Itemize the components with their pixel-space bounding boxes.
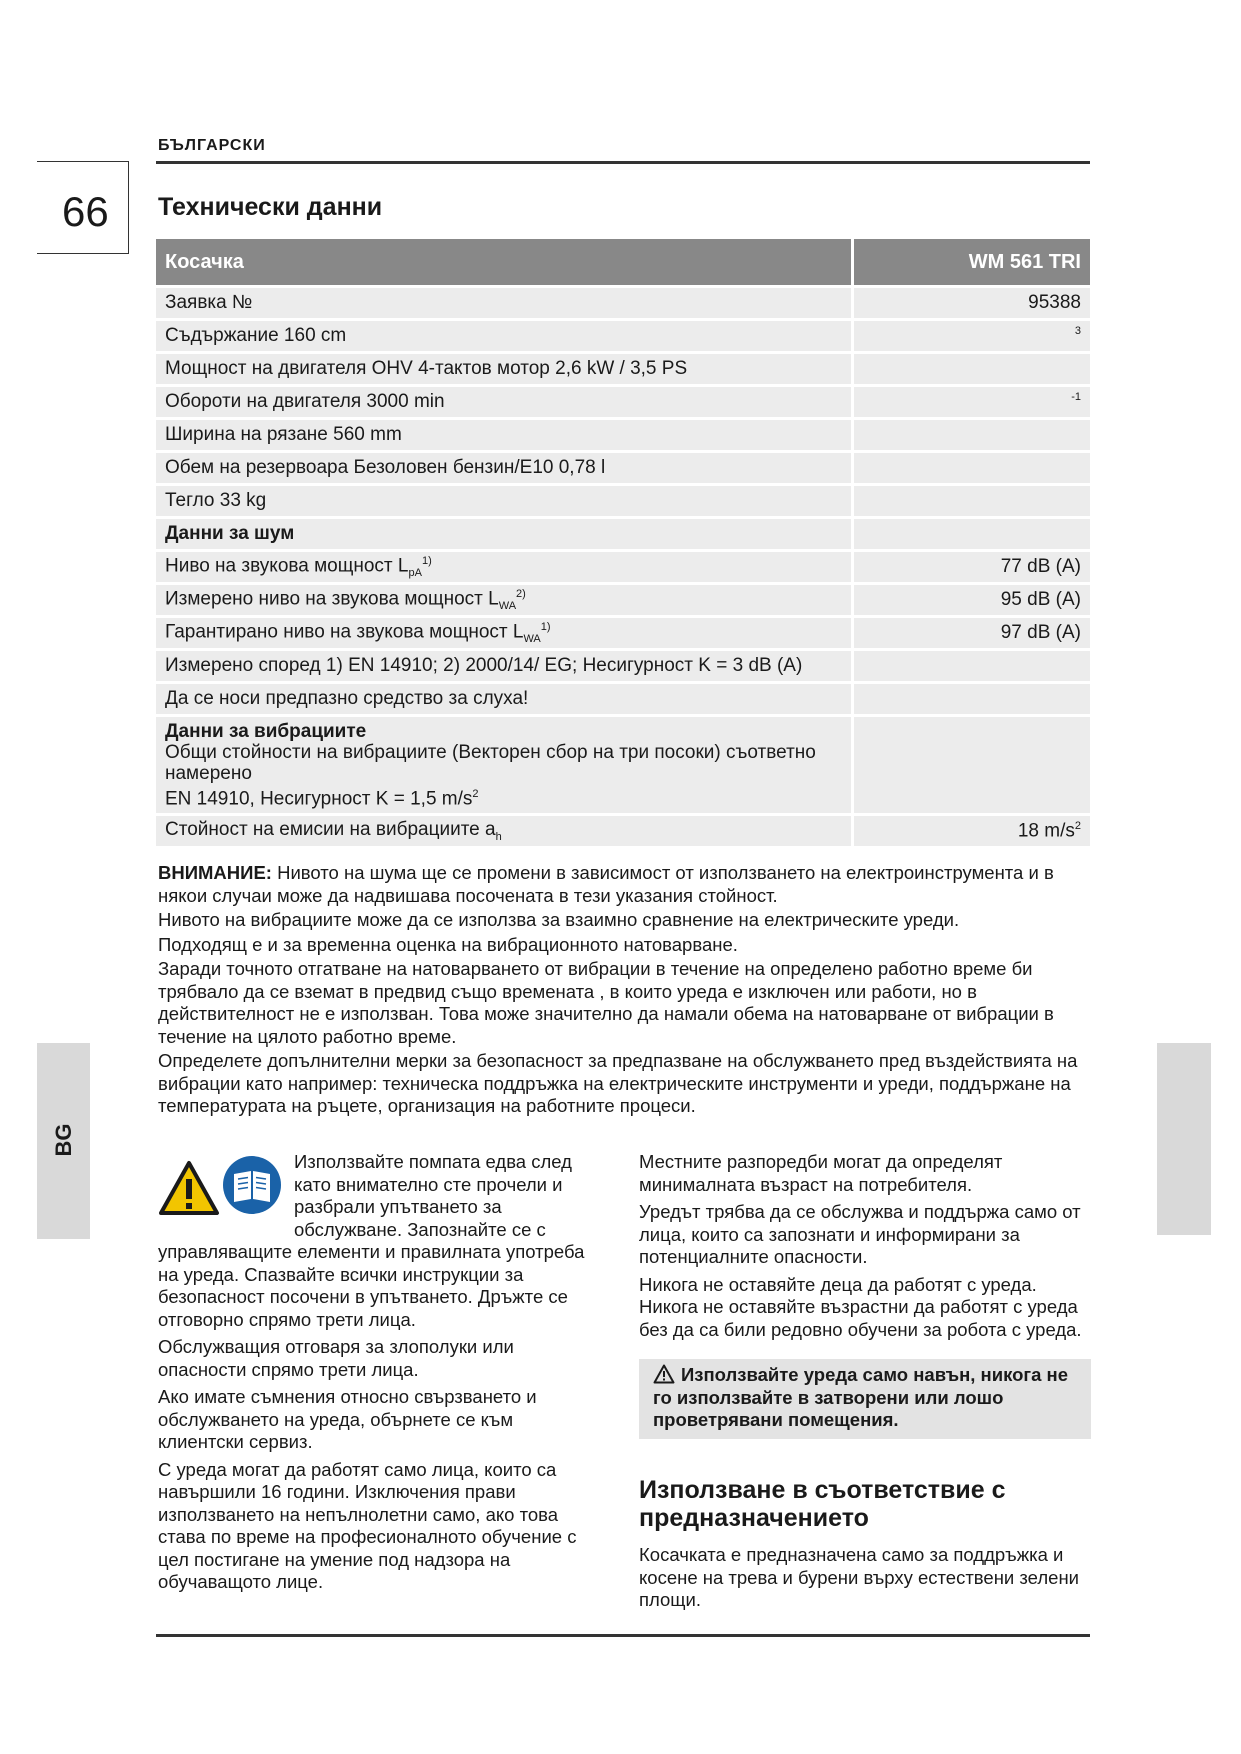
row-label-sup: 1) bbox=[540, 620, 551, 633]
row-value: 97 dB (A) bbox=[854, 618, 1090, 651]
table-row bbox=[156, 816, 1090, 849]
row-label: Тегло 33 kg bbox=[156, 486, 854, 519]
row-value bbox=[854, 717, 1090, 816]
row-label-text: Стойност на емисии на вибрациите a bbox=[165, 819, 496, 841]
table-row bbox=[156, 354, 1090, 387]
table-row bbox=[156, 618, 1090, 651]
table-header-model: WM 561 TRI bbox=[854, 239, 1090, 288]
notice-paragraph-1 bbox=[158, 862, 1088, 907]
table-section-row bbox=[156, 519, 1090, 552]
vibration-note-line2-sup: 2 bbox=[472, 788, 479, 800]
row-value: 77 dB (A) bbox=[854, 552, 1090, 585]
language-header: БЪЛГАРСКИ bbox=[158, 137, 266, 154]
row-value bbox=[854, 651, 1090, 684]
row-label-sub: h bbox=[495, 831, 502, 844]
row-label bbox=[156, 552, 854, 585]
table-row bbox=[156, 288, 1090, 321]
left-column bbox=[158, 1151, 588, 1599]
row-label-text: Измерено ниво на звукова мощност L bbox=[165, 588, 499, 610]
page-number: 66 bbox=[62, 188, 109, 235]
outdoor-warning-box bbox=[639, 1359, 1091, 1439]
right-side-tab bbox=[1157, 1043, 1211, 1235]
warning-small-icon bbox=[653, 1364, 675, 1384]
row-label: Съдържание 160 cm bbox=[156, 321, 854, 354]
table-row bbox=[156, 321, 1090, 354]
notice-paragraph-3: Подходящ е и за временна оценка на вибрационното натоварване. bbox=[158, 933, 738, 955]
read-manual-icon bbox=[222, 1155, 282, 1215]
table-row bbox=[156, 651, 1090, 684]
row-value bbox=[854, 816, 1090, 849]
notice-paragraph-2: Нивото на вибрациите може да се използва за взаимно сравнение на електрическите уреди. bbox=[158, 909, 960, 930]
language-tab-label: BG bbox=[51, 1123, 76, 1157]
row-value bbox=[854, 420, 1090, 453]
row-label-text: Ниво на звукова мощност L bbox=[165, 555, 409, 577]
vibration-note-line2 bbox=[165, 784, 842, 809]
notice-paragraph-5: Определете допълнителни мерки за безопасност за предпазване на обслужването пред въздействията на вибрации като например: техническа поддръжка на електрическите инструменти и уреди, поддържане на температурата на ръцете, организация на работните процеси. bbox=[158, 1050, 1078, 1116]
row-label: Измерено според 1) EN 14910; 2) 2000/14/ EG; Несигурност K = 3 dB (A) bbox=[156, 651, 854, 684]
notice-paragraph-4: Заради точното отгатване на натоварването от вибрации в течение на определено работно време би трябвало да се вземат в предвид също времената , в които уреда е изключен или работи, но в действителност не е използван. Това може значително да намали обема на натоварване от вибрации в течение на цялото работно време. bbox=[158, 958, 1054, 1047]
outdoor-warning-text: Използвайте уреда само навън, никога не го използвайте в затворени или лошо проветрявани помещения. bbox=[653, 1364, 1069, 1430]
right-paragraph-1: Местните разпоредби могат да определят минималната възраст на потребителя. bbox=[639, 1151, 1003, 1195]
row-value bbox=[854, 387, 1090, 420]
row-label bbox=[156, 585, 854, 618]
row-label: Обем на резервоара Безоловен бензин/E10 0,78 l bbox=[156, 453, 854, 486]
intended-use-text: Косачката е предназначена само за поддръжка и косене на трева и бурени върху естествени зелени площи. bbox=[639, 1544, 1079, 1610]
safety-icons bbox=[158, 1155, 286, 1223]
left-paragraph-2: Обслужващия отговаря за злополуки или опасности спрямо трети лица. bbox=[158, 1336, 514, 1380]
right-paragraph-2: Уредът трябва да се обслужва и поддържа само от лица, които са запознати и информирани за потенциалните опасности. bbox=[639, 1201, 1081, 1267]
vibration-note-line1: Общи стойности на вибрациите (Векторен сбор на три посоки) съответно намерено bbox=[165, 742, 816, 784]
row-value: 95388 bbox=[854, 288, 1090, 321]
row-value-sup: 2 bbox=[1074, 820, 1081, 833]
vibration-note-line2-text: EN 14910, Несигурност K = 1,5 m/s bbox=[165, 788, 473, 810]
row-value bbox=[854, 453, 1090, 486]
row-label-sub: pA bbox=[408, 567, 422, 580]
table-section-row bbox=[156, 717, 1090, 816]
row-value-sup: 3 bbox=[1074, 324, 1081, 337]
notice-lead: ВНИМАНИЕ: bbox=[158, 862, 272, 883]
spec-table bbox=[156, 239, 1090, 849]
section-label-noise: Данни за шум bbox=[156, 519, 854, 552]
row-label: Ширина на рязане 560 mm bbox=[156, 420, 854, 453]
row-label: Обороти на двигателя 3000 min bbox=[156, 387, 854, 420]
row-label-sup: 2) bbox=[516, 587, 526, 600]
row-value bbox=[854, 354, 1090, 387]
row-label bbox=[156, 816, 854, 849]
row-label-sup: 1) bbox=[421, 554, 432, 567]
right-column bbox=[639, 1151, 1089, 1346]
row-label bbox=[156, 618, 854, 651]
row-value-text: 18 m/s bbox=[1017, 820, 1075, 842]
notice-text-1: Нивото на шума ще се промени в зависимост от използването на електроинструмента и в някои случаи може да надвишава посочената в тези указания стойност. bbox=[158, 862, 1054, 906]
table-row bbox=[156, 486, 1090, 519]
row-label: Да се носи предпазно средство за слуха! bbox=[156, 684, 854, 717]
row-value bbox=[854, 684, 1090, 717]
row-label: Заявка № bbox=[156, 288, 854, 321]
row-label-sub: WA bbox=[498, 600, 517, 613]
row-value bbox=[854, 519, 1090, 552]
table-row bbox=[156, 453, 1090, 486]
intended-use-title: Използване в съответствие с предназначението bbox=[639, 1476, 1006, 1532]
right-paragraph-3: Никога не оставяйте деца да работят с уреда. Никога не оставяйте възрастни да работят с уреда без да са били редовно обучени за робота с уреда. bbox=[639, 1273, 1082, 1340]
row-value bbox=[854, 321, 1090, 354]
table-row bbox=[156, 420, 1090, 453]
page-title: Технически данни bbox=[158, 193, 383, 221]
section-label-vibration: Данни за вибрациите bbox=[165, 721, 367, 742]
vibration-section bbox=[156, 717, 854, 816]
row-label: Мощност на двигателя OHV 4-тактов мотор 2,6 kW / 3,5 PS bbox=[156, 354, 854, 387]
left-paragraph-1: Използвайте помпата едва след като внимателно сте прочели и разбрали упътването за обслужване. Запознайте се с управляващите елементи и правилната употреба на уреда. Спазвайте всички инструкции за безопасност посочени в упътването. Дръжте се отговорно спрямо трети лица. bbox=[158, 1151, 585, 1330]
notice-block bbox=[158, 862, 1088, 1120]
table-row bbox=[156, 552, 1090, 585]
row-value-sup: -1 bbox=[1071, 390, 1081, 403]
table-header-row bbox=[156, 239, 1090, 288]
row-value: 95 dB (A) bbox=[854, 585, 1090, 618]
row-label-text: Гарантирано ниво на звукова мощност L bbox=[165, 621, 524, 643]
row-label-sub: WA bbox=[523, 633, 541, 646]
table-row bbox=[156, 585, 1090, 618]
table-row bbox=[156, 684, 1090, 717]
warning-triangle-icon bbox=[158, 1160, 220, 1216]
left-paragraph-3: Ако имате съмнения относно свързването и обслужването на уреда, обърнете се към клиентски сервиз. bbox=[158, 1386, 537, 1452]
table-row bbox=[156, 387, 1090, 420]
footer-rule bbox=[156, 1634, 1090, 1637]
row-value bbox=[854, 486, 1090, 519]
table-header-label: Косачка bbox=[156, 239, 854, 288]
header-rule bbox=[156, 161, 1090, 164]
left-paragraph-4: С уреда могат да работят само лица, които са навършили 16 години. Изключения прави използването на непълнолетни само, ако това става по време на професионалното обучение с цел постигане на умение под надзора на обучаващото лице. bbox=[158, 1458, 577, 1592]
